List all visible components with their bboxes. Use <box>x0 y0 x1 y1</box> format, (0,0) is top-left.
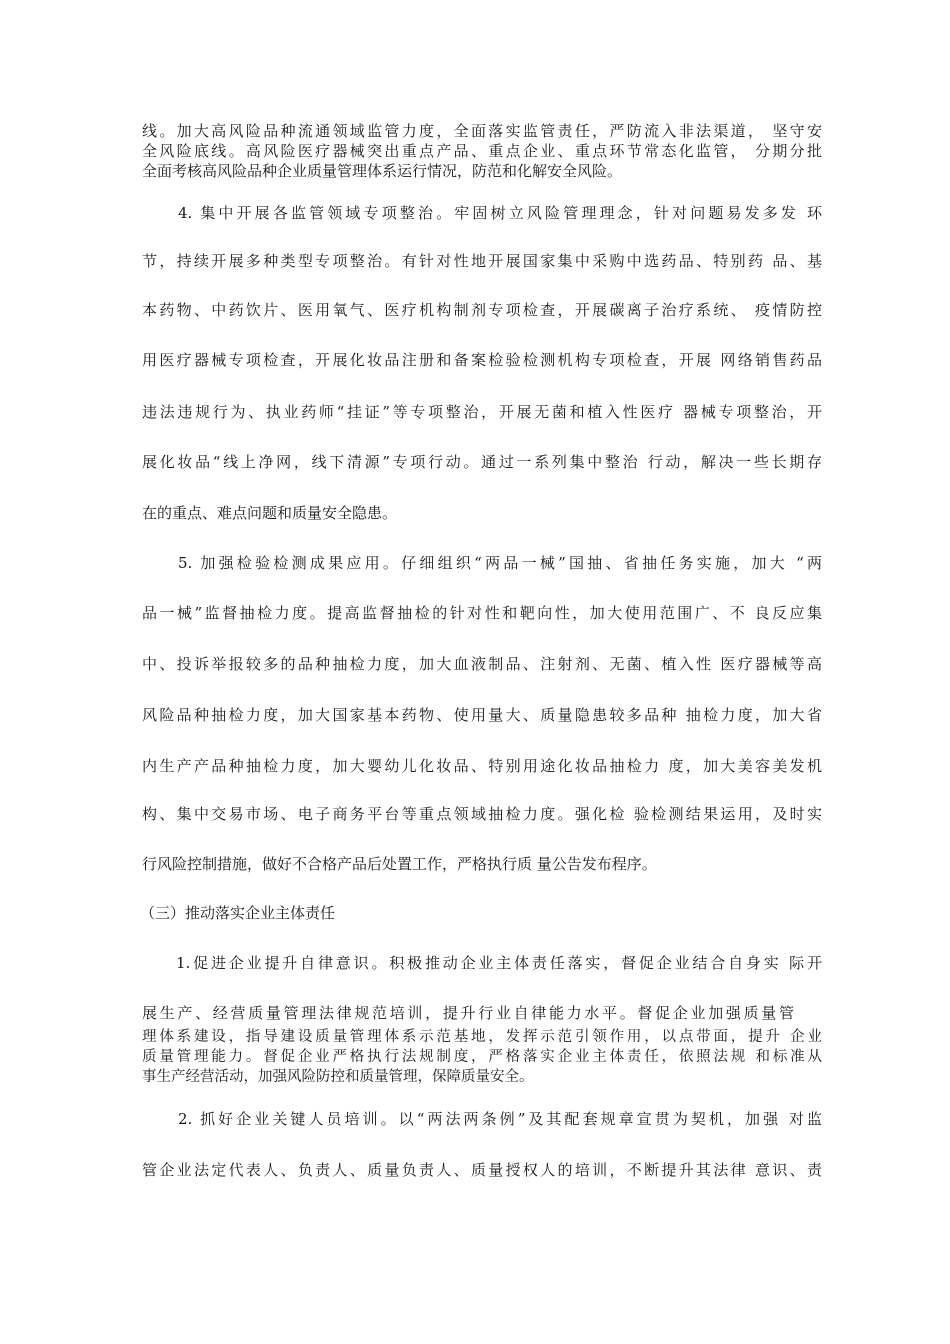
paragraph-line: 全面考核高风险品种企业质量管理体系运行情况，防范和化解安全风险。 <box>142 162 623 180</box>
paragraph-line: 风险品种抽检力度，加大国家基本药物、使用量大、质量隐患较多品种 抽检力度，加大省 <box>142 706 822 724</box>
paragraph-line: 违法违规行为、执业药师“挂证”等专项整治，开展无菌和植入性医疗 器械专项整治，开 <box>142 403 822 421</box>
item-5-first-line: 5. 加强检验检测成果应用。仔细组织“两品一械”国抽、省抽任务实施，加大 “两 <box>178 554 822 572</box>
paragraph-line: 内生产产品种抽检力度，加大婴幼儿化妆品、特别用途化妆品抽检力 度，加大美容美发机 <box>142 757 822 775</box>
paragraph-line: 中、投诉举报较多的品种抽检力度，加大血液制品、注射剂、无菌、植入性 医疗器械等高 <box>142 655 822 673</box>
item-4-first-line: 4. 集中开展各监管领域专项整治。牢固树立风险管理理念，针对问题易发多发 环 <box>178 204 822 222</box>
paragraph-line: 管企业法定代表人、负责人、质量负责人、质量授权人的培训，不断提升其法律 意识、责 <box>142 1161 822 1179</box>
paragraph-line: 全风险底线。高风险医疗器械突出重点产品、重点企业、重点环节常态化监管， 分期分批 <box>142 142 822 160</box>
paragraph-line: 构、集中交易市场、电子商务平台等重点领域抽检力度。强化检 验检测结果运用，及时实 <box>142 805 822 823</box>
paragraph-line: 事生产经营活动，加强风险防控和质量管理，保障质量安全。 <box>142 1069 534 1085</box>
paragraph-line: 线。加大高风险品种流通领域监管力度，全面落实监管责任，严防流入非法渠道， 坚守安 <box>142 122 822 140</box>
item-1-first-line: 1.促进企业提升自律意识。积极推动企业主体责任落实，督促企业结合自身实 际开 <box>176 954 822 972</box>
paragraph-line: 用医疗器械专项检查，开展化妆品注册和备案检验检测机构专项检查，开展 网络销售药品 <box>142 351 822 369</box>
paragraph-line: 展化妆品“线上净网，线下清源”专项行动。通过一系列集中整治 行动，解决一些长期存 <box>142 453 822 471</box>
paragraph-line: 理体系建设，指导建设质量管理体系示范基地，发挥示范引领作用，以点带面，提升 企业 <box>142 1029 822 1045</box>
section-heading: （三）推动落实企业主体责任 <box>140 904 336 922</box>
paragraph-line: 行风险控制措施，做好不合格产品后处置工作，严格执行质 量公告发布程序。 <box>142 855 657 873</box>
paragraph-line: 在的重点、难点问题和质量安全隐患。 <box>142 504 398 522</box>
item-2-first-line: 2. 抓好企业关键人员培训。以“两法两条例”及其配套规章宣贯为契机，加强 对监 <box>178 1110 822 1128</box>
paragraph-line: 质量管理能力。督促企业严格执行法规制度，严格落实企业主体责任，依照法规 和标准从 <box>142 1049 822 1065</box>
paragraph-line: 展生产、经营质量管理法律规范培训，提升行业自律能力水平。督促企业加强质量管 <box>142 1004 794 1022</box>
paragraph-line: 本药物、中药饮片、医用氧气、医疗机构制剂专项检查，开展碳离子治疗系统、 疫情防控 <box>142 301 822 319</box>
paragraph-line: 节，持续开展多种类型专项整治。有针对性地开展国家集中采购中选药品、特别药 品、基 <box>142 252 822 270</box>
paragraph-line: 品一械”监督抽检力度。提高监督抽检的针对性和靶向性，加大使用范围广、不 良反应集 <box>142 604 822 622</box>
